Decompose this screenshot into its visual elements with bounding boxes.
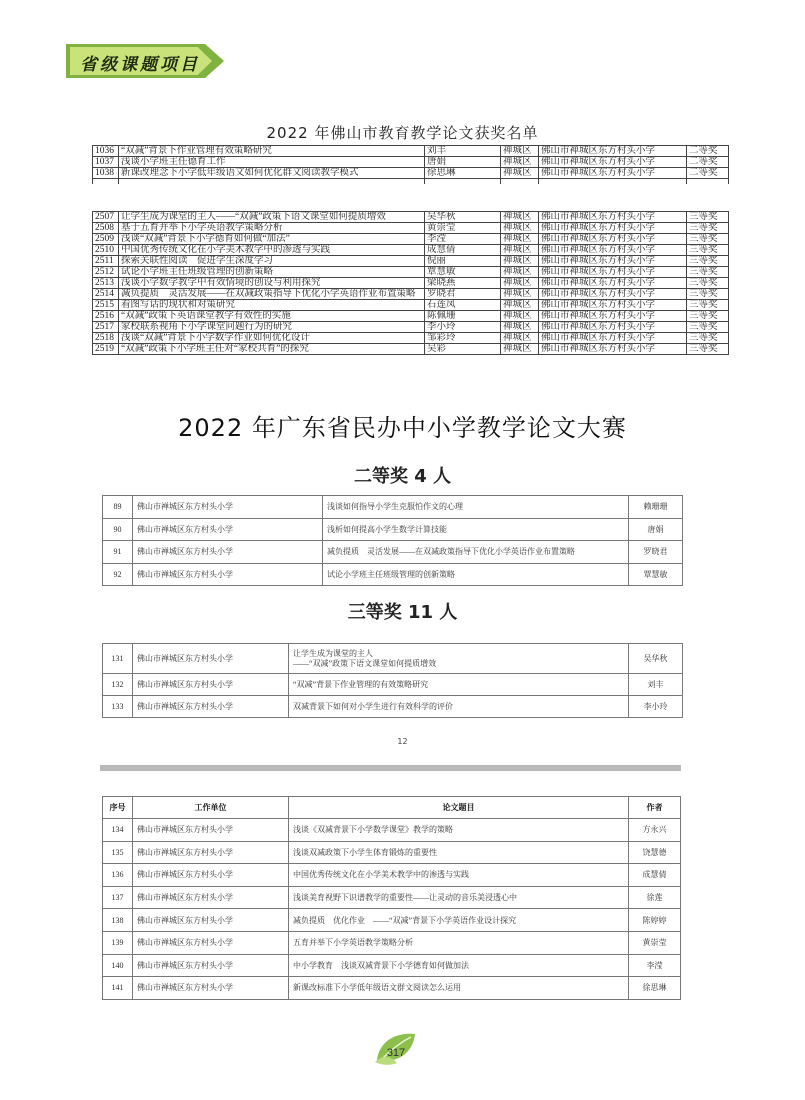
- table-row: 2512 试论小学班主任班级管理的创新策略 覃慧敏 禅城区 佛山市禅城区东方村头小学 三等奖: [93, 267, 729, 278]
- table-row: 137 佛山市禅城区东方村头小学 浅谈美育视野下识谱教学的重要性——让灵动的音乐美浸透心中 徐莲: [103, 886, 681, 909]
- table-row: 1036 “双减”背景下作业管理有效策略研究 刘丰 禅城区 佛山市禅城区东方村头小学 二等奖: [93, 146, 729, 157]
- table-row: 1037 浅谈小学班主任德育工作 唐娟 禅城区 佛山市禅城区东方村头小学 二等奖: [93, 157, 729, 168]
- table-row: 2513 浅谈小学数学教学中有效情境的创设与利用探究 梁晓燕 禅城区 佛山市禅城区东方村头小学 三等奖: [93, 278, 729, 289]
- table-row: 1038 新课改理念下小学低年级语文如何优化群文阅读教学模式 徐思琳 禅城区 佛山市禅城区东方村头小学 二等奖: [93, 168, 729, 179]
- guangdong-title: 2022 年广东省民办中小学教学论文大赛: [178, 414, 627, 442]
- table-row: 133 佛山市禅城区东方村头小学 双减背景下如何对小学生进行有效科学的评价 李小玲: [103, 696, 683, 718]
- table-row: 2507 让学生成为课堂的主人——“双减”政策下语文课堂如何提质增效 吴华秋 禅城区 佛山市禅城区东方村头小学 三等奖: [93, 212, 729, 223]
- page-divider: [100, 765, 681, 771]
- table-row: 2509 浅谈“双减”背景下小学德育如何做“加法” 李滢 禅城区 佛山市禅城区东方村头小学 三等奖: [93, 234, 729, 245]
- table-row: 2511 探索关联性阅读 促进学生深度学习 倪丽 禅城区 佛山市禅城区东方村头小学 三等奖: [93, 256, 729, 267]
- second-prize-table: [102, 495, 683, 586]
- table-row: 141 佛山市禅城区东方村头小学 新课改标准下小学低年级语文群文阅读怎么运用 徐思琳: [103, 977, 681, 1000]
- table-row: 139 佛山市禅城区东方村头小学 五育并举下小学英语教学策略分析 黄崇莹: [103, 931, 681, 954]
- page-number: 317: [386, 1047, 406, 1059]
- section-tab-label: 省级课题项目: [80, 55, 200, 75]
- foshan-table-top: [92, 145, 729, 184]
- table-row: 2516 “双减”政策下英语课堂教学有效性的实施 陈佩珊 禅城区 佛山市禅城区东方村头小学 三等奖: [93, 311, 729, 322]
- section-tab: [66, 44, 224, 78]
- table-row: 134 佛山市禅城区东方村头小学 浅谈《双减背景下小学数学课堂》教学的策略 方永兴: [103, 819, 681, 842]
- footer-page-badge: [373, 1030, 419, 1066]
- table-row: 136 佛山市禅城区东方村头小学 中国优秀传统文化在小学美术教学中的渗透与实践 成慧倩: [103, 864, 681, 887]
- inner-page-number: 12: [397, 737, 408, 746]
- foshan-title: 2022 年佛山市教育教学论文获奖名单: [266, 124, 539, 142]
- third-prize-heading: 三等奖 11 人: [347, 602, 458, 623]
- table-row: 2514 减负提质 灵活发展——在双减政策指导下优化小学英语作业布置策略 罗晓君 禅城区 佛山市禅城区东方村头小学 三等奖: [93, 289, 729, 300]
- table-row: 135 佛山市禅城区东方村头小学 浅谈双减政策下小学生体育锻炼的重要性 饶慧德: [103, 841, 681, 864]
- table-row: 2519 “双减”政策下小学班主任对“家校共育”的探究 吴彩 禅城区 佛山市禅城区东方村头小学 三等奖: [93, 344, 729, 355]
- table-row: 132 佛山市禅城区东方村头小学 “双减”背景下作业管理的有效策略研究 刘丰: [103, 674, 683, 696]
- table-row: 2508 基于五育并举下小学英语教学策略分析 黄崇莹 禅城区 佛山市禅城区东方村头小学 三等奖: [93, 223, 729, 234]
- table-row-cut: [93, 179, 729, 184]
- table-row: 140 佛山市禅城区东方村头小学 中小学教育 浅谈双减背景下小学德育如何做加法 李滢: [103, 954, 681, 977]
- table-row: 131 佛山市禅城区东方村头小学 让学生成为课堂的主人 ——“双减”政策下语文课堂如何提质增效 吴华秋: [103, 644, 683, 674]
- third-prize-table: [102, 643, 683, 718]
- table-row: 91 佛山市禅城区东方村头小学 减负提质 灵活发展——在双减政策指导下优化小学英语作业布置策略 罗晓君: [103, 541, 683, 564]
- table-row: 2510 中国优秀传统文化在小学美术教学中的渗透与实践 成慧倩 禅城区 佛山市禅城区东方村头小学 三等奖: [93, 245, 729, 256]
- second-prize-heading: 二等奖 4 人: [353, 466, 452, 487]
- table-row: 2515 看图写话的现状和对策研究 石莲凤 禅城区 佛山市禅城区东方村头小学 三等奖: [93, 300, 729, 311]
- table-row: 90 佛山市禅城区东方村头小学 浅析如何提高小学生数学计算技能 唐娟: [103, 518, 683, 541]
- table-row: 92 佛山市禅城区东方村头小学 试论小学班主任班级管理的创新策略 覃慧敏: [103, 563, 683, 586]
- table-header-row: 序号 工作单位 论文题目 作者: [103, 797, 681, 819]
- table-row: 89 佛山市禅城区东方村头小学 浅谈如何指导小学生克服怕作文的心理 赖珊珊: [103, 496, 683, 519]
- foshan-table-bottom: [92, 211, 729, 355]
- table-row: 2518 浅谈“双减”背景下小学数学作业如何优化设计 邹彩玲 禅城区 佛山市禅城区东方村头小学 三等奖: [93, 333, 729, 344]
- table-row: 138 佛山市禅城区东方村头小学 减负提质 优化作业 ——“双减”背景下小学英语作业设计探究 陈婷婷: [103, 909, 681, 932]
- table-row: 2517 家校联系视角下小学课堂问题行为的研究 李小玲 禅城区 佛山市禅城区东方村头小学 三等奖: [93, 322, 729, 333]
- continuation-table: [102, 796, 681, 1000]
